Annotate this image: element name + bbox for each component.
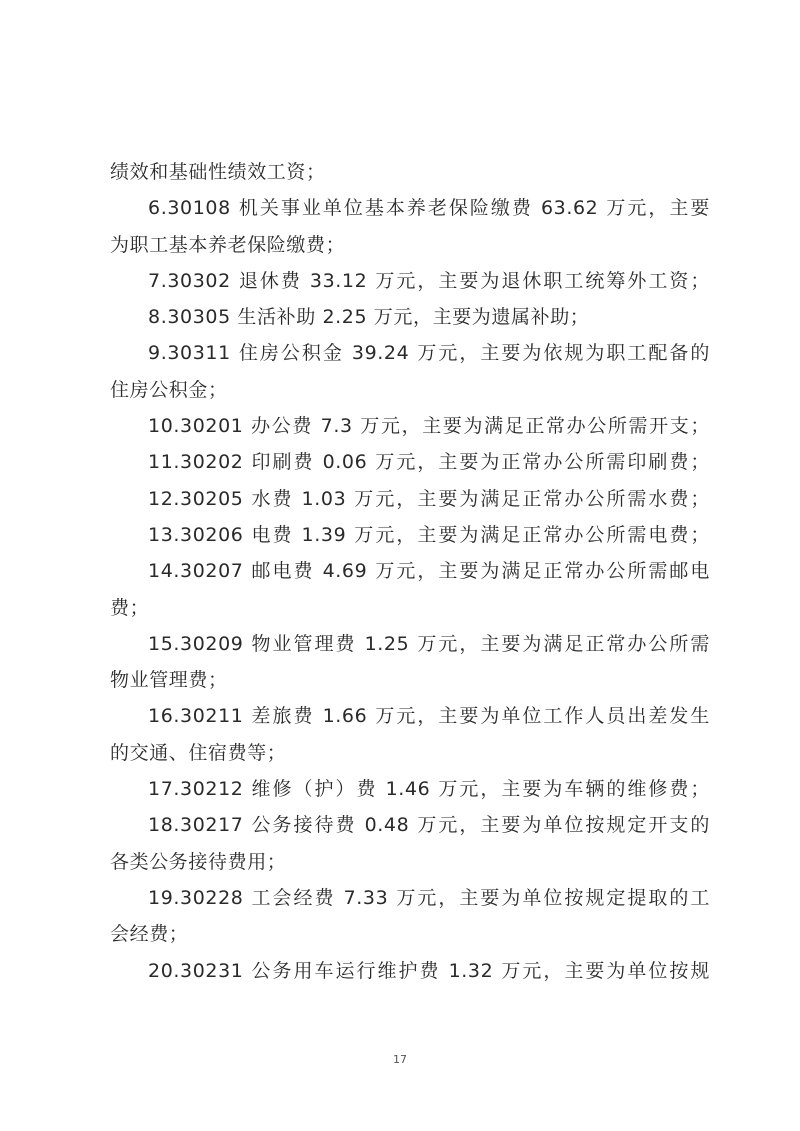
text-line: 10.30201 办公费 7.3 万元，主要为满足正常办公所需开支； xyxy=(148,415,710,438)
text-line: 住房公积金； xyxy=(110,378,228,401)
text-line: 绩效和基础性绩效工资； xyxy=(110,161,326,183)
text-line: 9.30311 住房公积金 39.24 万元，主要为依规为职工配备的 xyxy=(148,342,710,365)
text-line: 12.30205 水费 1.03 万元，主要为满足正常办公所需水费； xyxy=(148,487,710,510)
text-line: 15.30209 物业管理费 1.25 万元，主要为满足正常办公所需 xyxy=(148,632,710,655)
text-line: 会经费； xyxy=(110,923,189,946)
text-line: 19.30228 工会经费 7.33 万元，主要为单位按规定提取的工 xyxy=(148,886,710,909)
text-line: 16.30211 差旅费 1.66 万元，主要为单位工作人员出差发生 xyxy=(148,705,710,728)
text-line: 20.30231 公务用车运行维护费 1.32 万元，主要为单位按规 xyxy=(148,959,710,982)
text-line: 6.30108 机关事业单位基本养老保险缴费 63.62 万元，主要 xyxy=(148,197,710,220)
text-line: 费； xyxy=(110,596,150,619)
text-line: 13.30206 电费 1.39 万元，主要为满足正常办公所需电费； xyxy=(148,523,710,546)
document-body xyxy=(110,154,710,989)
text-line: 14.30207 邮电费 4.69 万元，主要为满足正常办公所需邮电 xyxy=(148,560,710,583)
page-number: 17 xyxy=(393,1053,407,1066)
text-line: 17.30212 维修（护）费 1.46 万元，主要为车辆的维修费； xyxy=(148,778,710,801)
text-line: 各类公务接待费用； xyxy=(110,850,287,873)
text-line: 7.30302 退休费 33.12 万元，主要为退休职工统筹外工资； xyxy=(148,269,710,292)
text-line: 18.30217 公务接待费 0.48 万元，主要为单位按规定开支的 xyxy=(148,814,710,837)
text-line: 物业管理费； xyxy=(110,669,228,692)
text-line: 的交通、住宿费等； xyxy=(110,741,287,764)
text-line: 为职工基本养老保险缴费； xyxy=(110,233,346,256)
text-line: 8.30305 生活补助 2.25 万元，主要为遗属补助； xyxy=(148,306,590,329)
text-line: 11.30202 印刷费 0.06 万元，主要为正常办公所需印刷费； xyxy=(148,451,710,474)
